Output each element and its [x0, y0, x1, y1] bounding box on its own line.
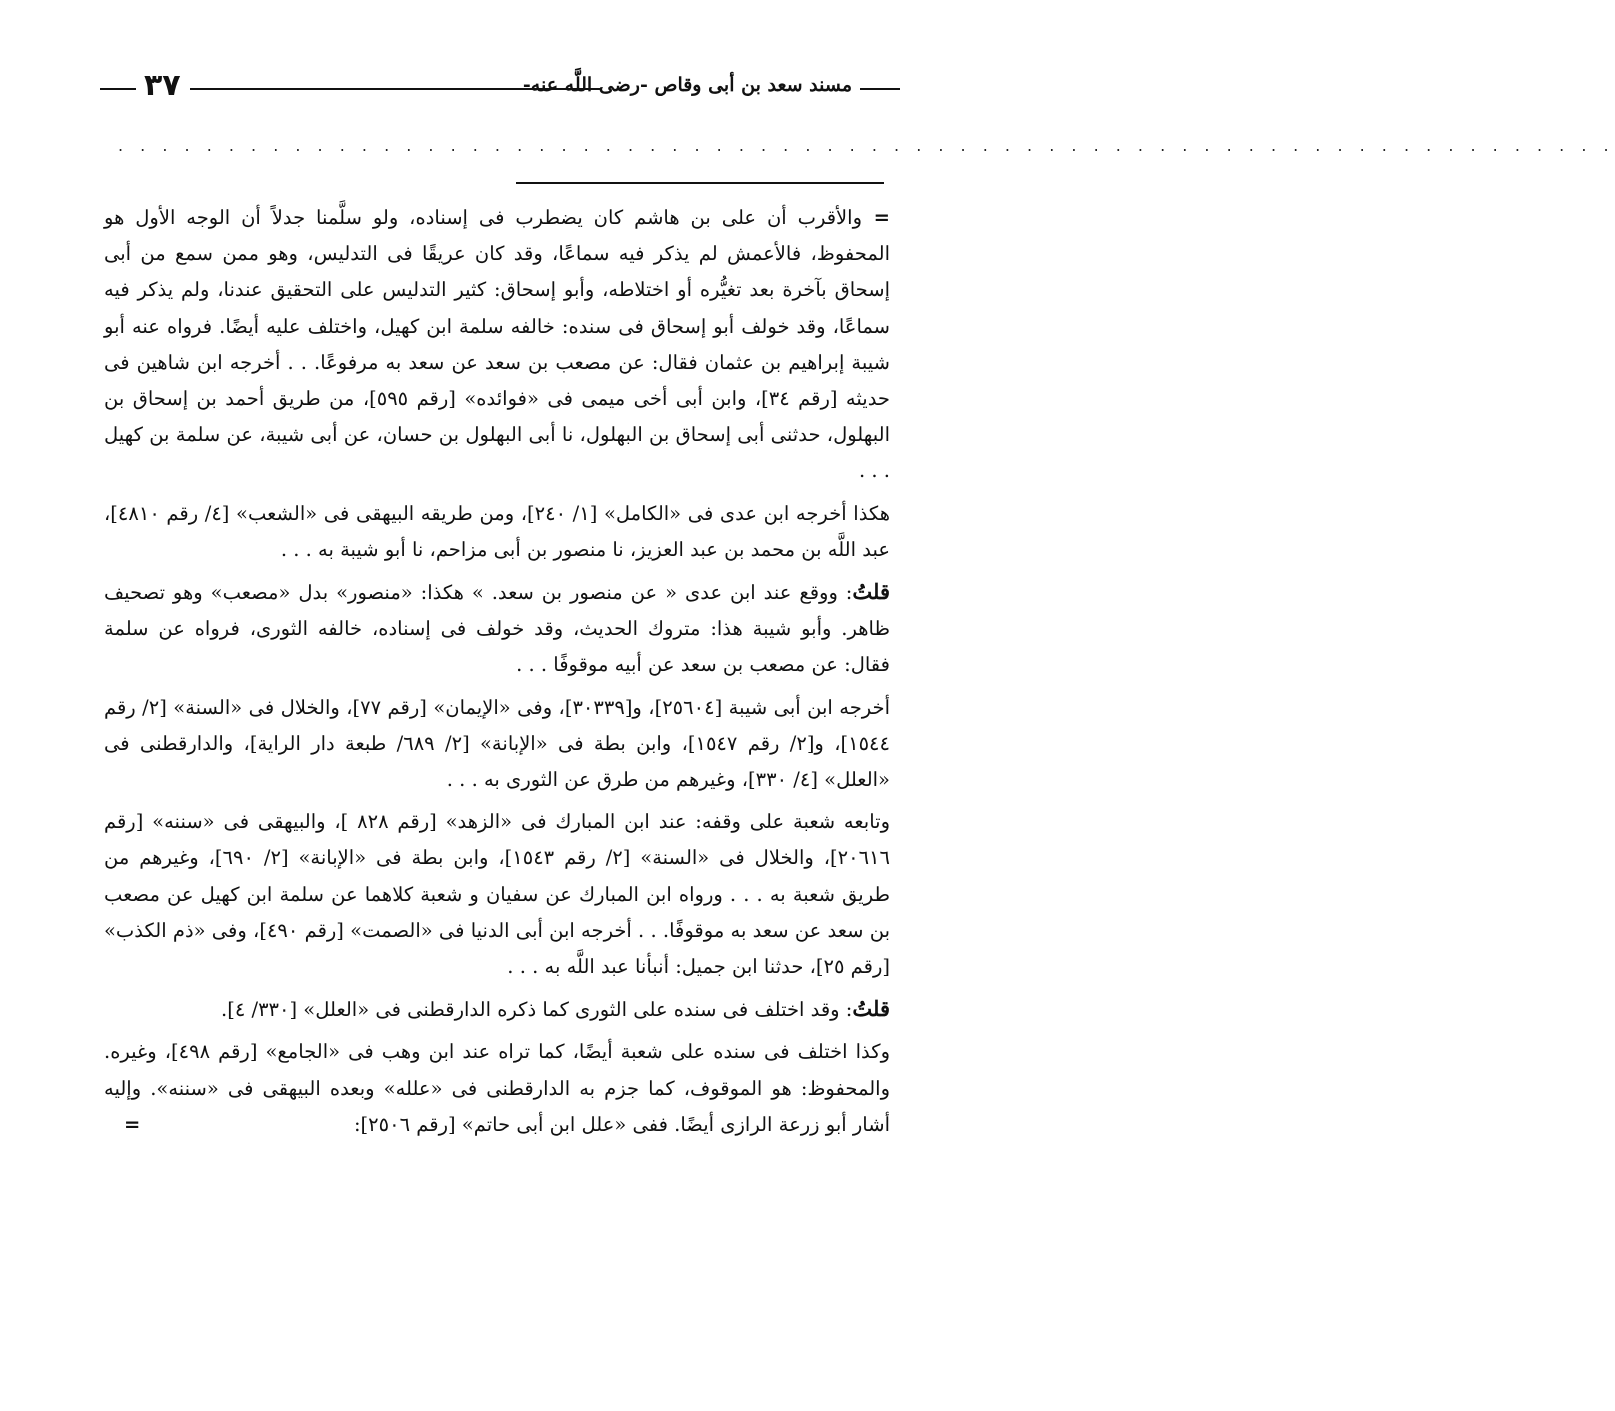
paragraph-text: أخرجه ابن أبى شيبة [٢٥٦٠٤]، و[٣٠٣٣٩]، وفى «الإيمان» [رقم ٧٧]، والخلال فى «السنة» [٢/ رقم ١٥٤٤]، و[٢/ رقم ١٥٤٧]، وابن بطة فى «الإبانة» [٢/ ٦٨٩/ طبعة دار الراية]، والدارقطنى فى «العلل» [٤/ ٣٣٠]، وغيرهم من طرق عن الثورى به . . .: [104, 695, 891, 792]
header-rule-middle: [190, 88, 600, 90]
qultu-label: قلتُ: [852, 579, 890, 605]
paragraph-text: وكذا اختلف فى سنده على شعبة أيضًا، كما تراه عند ابن وهب فى «الجامع» [رقم ٤٩٨]، وغيره. والمحفوظ: هو الموقوف، كما جزم به الدارقطنى فى «علله» وبعده البيهقى فى «سننه». وإليه أشار أبو زرعة الرازى أيضًا. ففى «علل ابن أبى حاتم» [رقم ٢٥٠٦]:: [104, 1040, 890, 1136]
paragraph-6: [104, 991, 890, 1028]
page-number: ٣٧: [138, 68, 187, 103]
paragraph-text: والأقرب أن على بن هاشم كان يضطرب فى إسناده، ولو سلَّمنا جدلاً أن الوجه الأول هو المحفوظ، فالأعمش لم يذكر فيه سماعًا، وقد كان عريقًا فى التدليس، وهو ممن سمع من أبى إسحاق بآخرة بعد تغيُّره أو اختلاطه، وأبو إسحاق: كثير التدليس على التحقيق عندنا، ولم يذكر فيه سماعًا، وقد خولف أبو إسحاق فى سنده: خالفه سلمة ابن كهيل، واختلف عليه أيضًا. فرواه عنه أبو شيبة إبراهيم بن عثمان فقال: عن مصعب بن سعد عن سعد به مرفوعًا. . . أخرجه ابن شاهين فى حديثه [رقم ٣٤]، وابن أبى أخى ميمى فى «فوائده» [رقم ٥٩٥]، من طريق أحمد بن إسحاق بن البهلول، حدثنى أبى إسحاق بن البهلول، نا أبى البهلول بن حسان، عن أبى شيبة، عن سلمة بن كهيل . . .: [104, 206, 890, 483]
page-header: [100, 70, 900, 110]
paragraph-text: وتابعه شعبة على وقفه: عند ابن المبارك فى «الزهد» [رقم ٨٢٨ ]، والبيهقى فى «سننه» [رقم ٢٠٦١٦]، والخلال فى «السنة» [٢/ رقم ١٥٤٣]، وابن بطة فى «الإبانة» [٢/ ٦٩٠]، وغيرهم من طريق شعبة به . . . ورواه ابن المبارك عن سفيان و شعبة كلاهما عن سلمة ابن كهيل عن مصعب بن سعد عن سعد به موقوفًا. . . أخرجه ابن أبى الدنيا فى «الصمت» [رقم ٤٩٠]، وفى «ذم الكذب» [رقم ٢٥]، حدثنا ابن جميل: أنبأنا عبد اللَّه به . . .: [104, 810, 891, 979]
running-title: مسند سعد بن أبى وقاص -رضى اللَّه عنه-: [515, 74, 860, 96]
paragraph-2: [104, 496, 890, 568]
header-rule-left: [100, 88, 136, 90]
qultu-label: قلتُ: [852, 996, 890, 1022]
continuation-mark: =: [124, 1112, 141, 1136]
paragraph-text: : ووقع عند ابن عدى « عن منصور بن سعد. » هكذا: «منصور» بدل «مصعب» وهو تصحيف ظاهر. وأبو شيبة هذا: متروك الحديث، وقد خولف فى إسناده، خالفه الثورى، فرواه عن سلمة فقال: عن مصعب بن سعد عن أبيه موقوفًا . . .: [104, 581, 890, 677]
paragraph-1: [104, 200, 890, 490]
dotted-separator: . . . . . . . . . . . . . . . . . . . . . . . . . . . . . . . . . . . . . . . . . . . . . . . . . . . . . . . . . . . . . . . . . . . .: [118, 136, 1615, 155]
paragraph-5: [104, 804, 890, 985]
paragraph-7: [104, 1034, 890, 1143]
paragraph-3: [104, 574, 890, 684]
footnote-body: [104, 200, 890, 1149]
header-rule-right: [860, 88, 900, 90]
paragraph-text: : وقد اختلف فى سنده على الثورى كما ذكره الدارقطنى فى «العلل» [٣٣٠/ ٤].: [221, 998, 853, 1022]
paragraph-text: هكذا أخرجه ابن عدى فى «الكامل» [١/ ٢٤٠]، ومن طريقه البيهقى فى «الشعب» [٤/ رقم ٤٨١٠]، عبد اللَّه بن محمد بن عبد العزيز، نا منصور بن أبى مزاحم، نا أبو شيبة به . . .: [104, 501, 890, 561]
continuation-mark: =: [873, 206, 890, 229]
footnote-rule: [516, 182, 884, 184]
paragraph-4: [104, 690, 890, 799]
